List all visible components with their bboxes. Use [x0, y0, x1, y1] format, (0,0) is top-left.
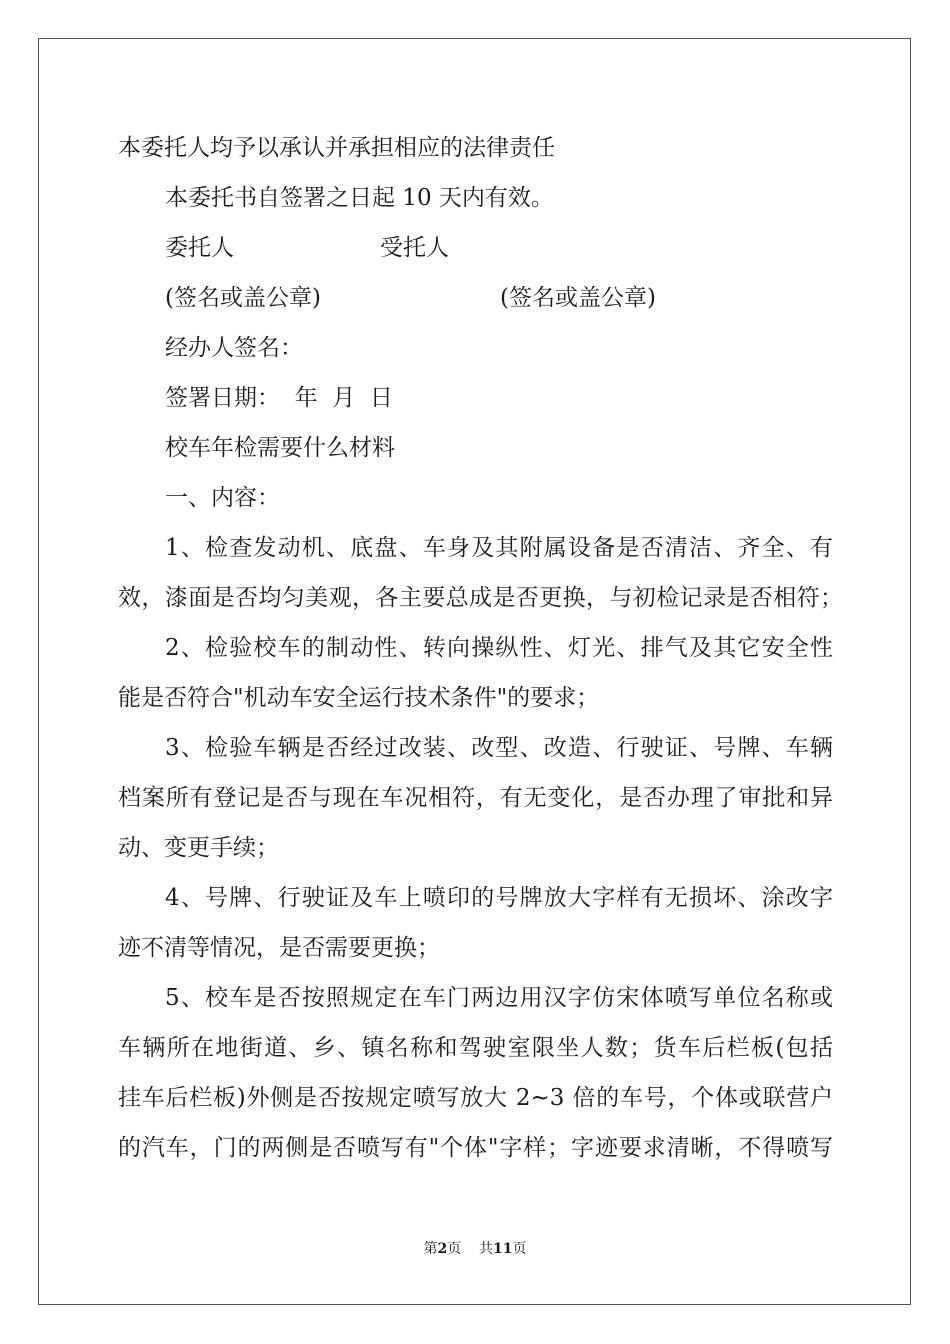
section-heading: 一、内容： [165, 485, 280, 511]
text-line: 3、检验车辆是否经过改装、改型、改造、行驶证、号牌、车辆 [165, 735, 833, 761]
text-line: 效，漆面是否均匀美观，各主要总成是否更换，与初检记录是否相符； [118, 585, 843, 611]
text-line: 本委托书自签署之日起 10 天内有效。 [165, 185, 554, 211]
text-line: 档案所有登记是否与现在车况相符，有无变化，是否办理了审批和异 [118, 785, 833, 811]
total-pages: 11 [493, 1241, 513, 1257]
text-line: 的汽车，门的两侧是否喷写有"个体"字样；字迹要求清晰，不得喷写 [118, 1135, 833, 1161]
section-title: 校车年检需要什么材料 [165, 435, 395, 461]
handler-signature-label: 经办人签名： [165, 335, 303, 361]
text-line: 迹不清等情况，是否需要更换； [118, 935, 440, 961]
principal-signature-note: (签名或盖公章) [165, 285, 321, 311]
text-line: 本委托人均予以承认并承担相应的法律责任 [118, 135, 555, 161]
text-line: 4、号牌、行驶证及车上喷印的号牌放大字样有无损坏、涂改字 [165, 885, 833, 911]
page-border [38, 38, 911, 1305]
agent-label: 受托人 [380, 235, 449, 261]
text-line: 车辆所在地街道、乡、镇名称和驾驶室限坐人数；货车后栏板(包括 [118, 1035, 833, 1061]
signing-date-label: 签署日期： 年 月 日 [165, 385, 393, 411]
text-line: 2、检验校车的制动性、转向操纵性、灯光、排气及其它安全性 [165, 635, 833, 661]
text-line: 动、变更手续； [118, 835, 279, 861]
text-line: 挂车后栏板)外侧是否按规定喷写放大 2~3 倍的车号，个体或联营户 [118, 1085, 833, 1111]
text-line: 1、检查发动机、底盘、车身及其附属设备是否清洁、齐全、有 [165, 535, 833, 561]
page-number: 2 [437, 1241, 448, 1257]
page-suffix: 页 [512, 1241, 527, 1257]
page-separator: 页 共 [447, 1241, 494, 1257]
principal-label: 委托人 [165, 235, 234, 261]
text-line: 5、校车是否按照规定在车门两边用汉字仿宋体喷写单位名称或 [165, 985, 833, 1011]
agent-signature-note: (签名或盖公章) [500, 285, 656, 311]
page-prefix: 第 [423, 1241, 438, 1257]
text-line: 能是否符合"机动车安全运行技术条件"的要求； [118, 685, 600, 711]
page-footer [0, 1240, 950, 1258]
